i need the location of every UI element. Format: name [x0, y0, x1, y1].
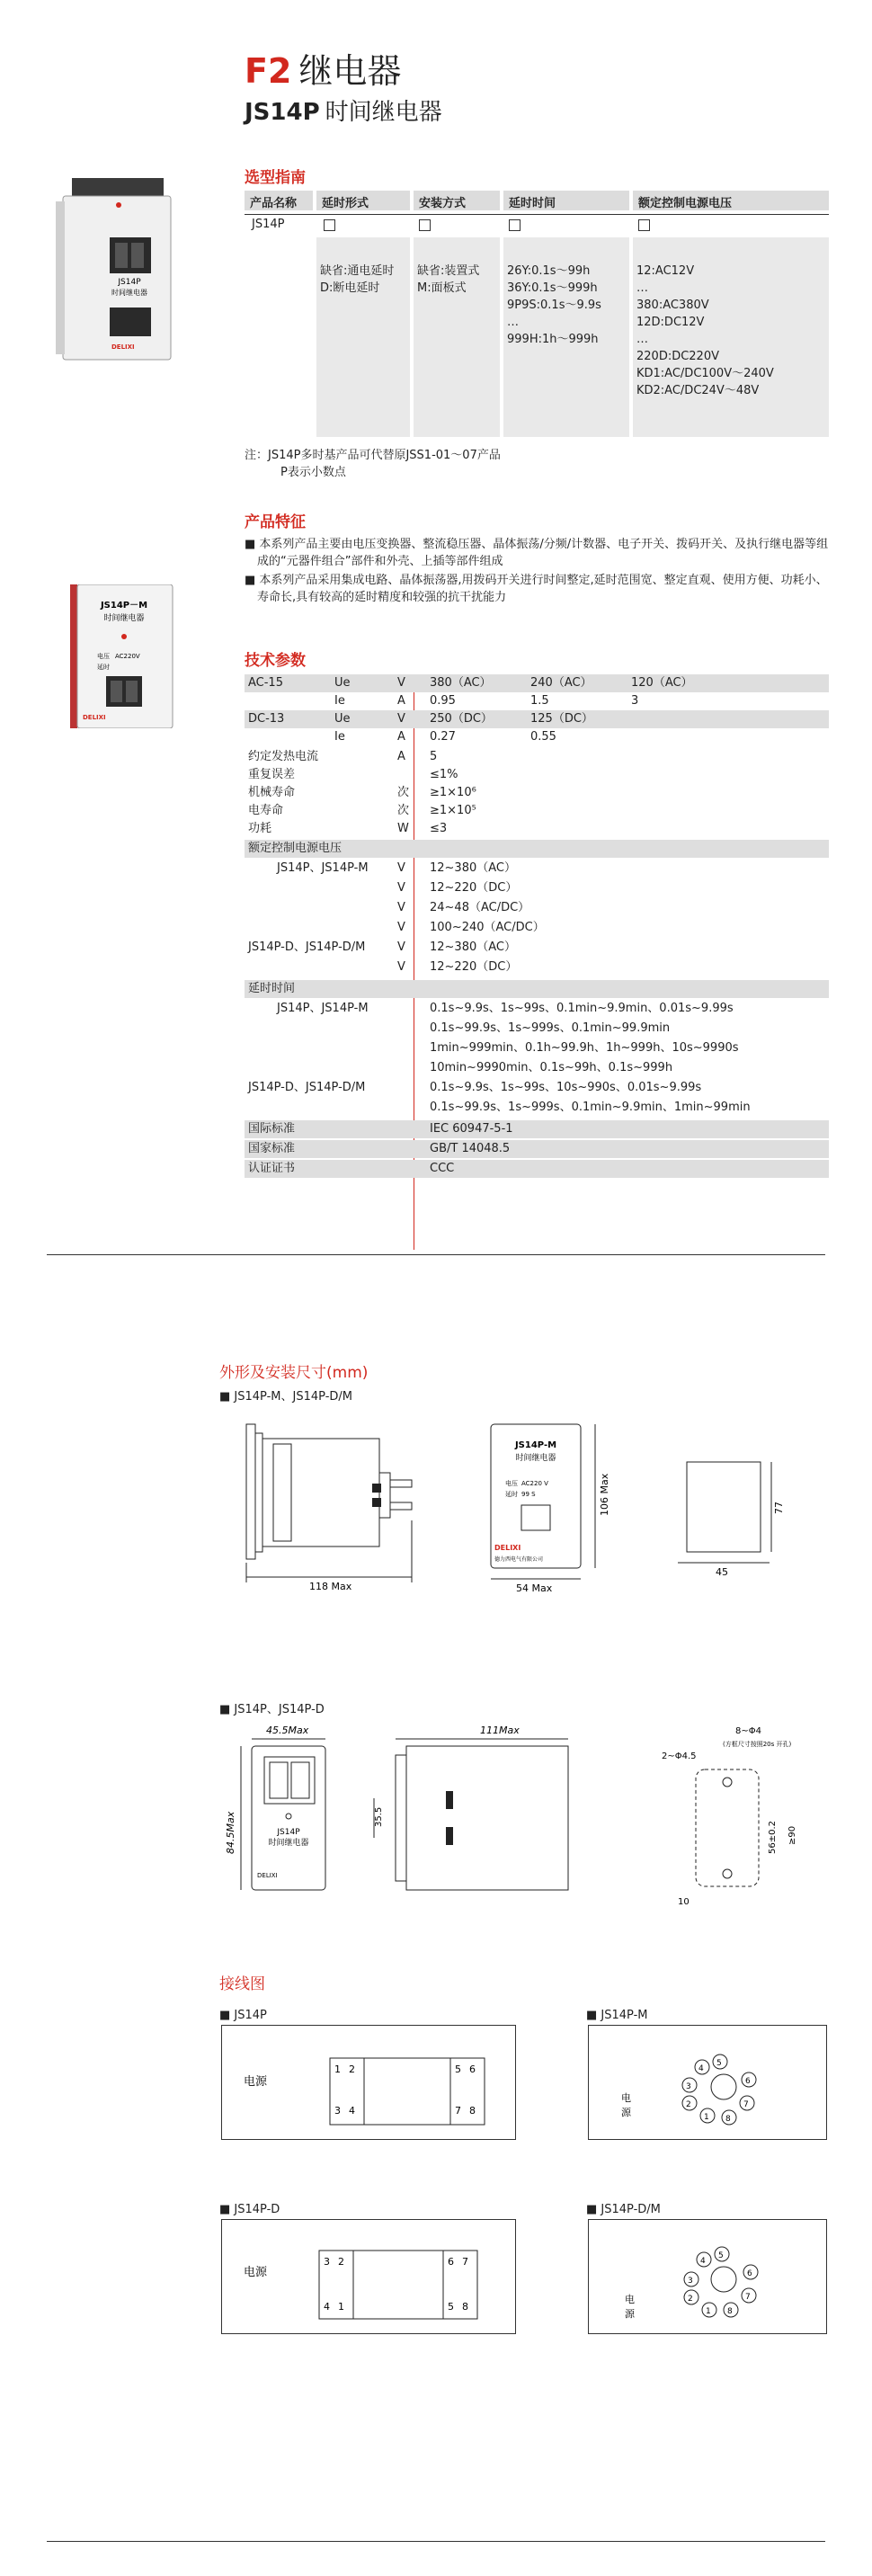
dim-voltage-label: 电压 — [505, 1480, 518, 1487]
spec-row-misc — [245, 820, 829, 838]
spec-category: DC-13 — [248, 712, 285, 726]
delay-form-option: 缺省:通电延时 — [320, 264, 395, 278]
delay-time-cell — [503, 237, 629, 437]
pin-label: 1 — [706, 2307, 711, 2316]
delay-time-option: 999H:1h～999h — [507, 333, 599, 346]
dim2-56-label: 56±0.2 — [768, 1820, 778, 1854]
spec-val: 12~220（DC） — [430, 881, 518, 895]
spec-sym: Ie — [334, 730, 345, 744]
delay-time-option: … — [507, 316, 519, 329]
delay-form-cell — [316, 237, 410, 437]
pin-label: 4 — [700, 2257, 706, 2266]
spec-model: JS14P-D、JS14P-D/M — [248, 1081, 366, 1094]
pin-label: 3 — [688, 2277, 693, 2286]
spec-standard-row — [245, 1160, 829, 1178]
spec-unit: V — [397, 861, 405, 875]
spec-model: JS14P、JS14P-M — [277, 861, 369, 875]
checkbox-mount — [419, 219, 431, 231]
feature-item: ■ 本系列产品主要由电压变换器、整流稳压器、晶体振荡/分频/计数器、电子开关、拨码开关、及执行继电器等组成的“元器件组合”部件和外壳、上插等部件组成 — [245, 538, 829, 568]
photo2-brand-label: DELIXI — [83, 714, 106, 721]
wiring-js14p-d-m-label: JS14P-D/M — [601, 2203, 661, 2216]
spec-val: 250（DC） — [430, 712, 493, 726]
pin-label: 7 — [462, 2256, 468, 2268]
dim2-35-label: 35.5 — [374, 1806, 384, 1827]
spec-unit: V — [397, 901, 405, 914]
dim2-84-label: 84.5Max — [225, 1811, 236, 1854]
spec-model: JS14P-D、JS14P-D/M — [248, 940, 366, 954]
product-photo-js14p-m — [70, 584, 174, 728]
spec-label: 电寿命 — [248, 804, 284, 817]
dim-maker: 德力西电气有限公司 — [494, 1556, 544, 1563]
selection-note: 注：JS14P多时基产品可代替原JSS1-01～07产品 — [245, 449, 501, 462]
spec-unit: V — [397, 676, 405, 690]
pin-label: 1 — [334, 2063, 341, 2075]
pin-label: 5 — [455, 2063, 461, 2075]
spec-val: 120（AC） — [631, 676, 693, 690]
spec-unit: 次 — [397, 804, 410, 817]
spec-unit: 次 — [397, 786, 410, 799]
dim-device-sub: 时间继电器 — [515, 1454, 556, 1463]
pin-label: 2 — [686, 2100, 691, 2109]
checkbox-delay-form — [324, 219, 335, 231]
voltage-cell — [633, 237, 829, 437]
pin-label: 2 — [338, 2256, 344, 2268]
pin-label: 7 — [455, 2105, 461, 2117]
dim-voltage-value: AC220 V — [521, 1480, 548, 1487]
voltage-option: 12D:DC12V — [636, 316, 705, 329]
spec-label: 认证证书 — [248, 1162, 296, 1175]
spec-row-misc — [245, 802, 829, 820]
dimension-drawing-std — [219, 1719, 840, 1926]
dim-device-name: JS14P-M — [514, 1440, 557, 1450]
spec-val: 12~380（AC） — [430, 940, 516, 954]
dim2-10-label: 10 — [678, 1897, 690, 1907]
spec-unit: V — [397, 712, 405, 726]
voltage-option: 220D:DC220V — [636, 350, 719, 363]
power-label: 电源 — [244, 2075, 268, 2089]
spec-sym: Ue — [334, 712, 351, 726]
spec-label: 功耗 — [248, 822, 272, 835]
spec-voltage-row — [245, 899, 829, 917]
spec-delay-row — [245, 1099, 829, 1117]
pin-label: 2 — [688, 2295, 693, 2304]
dim-54-label: 54 Max — [516, 1582, 553, 1594]
spec-val: CCC — [430, 1162, 455, 1175]
spec-val: ≥1×10⁶ — [430, 786, 476, 799]
spec-val: 10min~9990min、0.1s~99h、0.1s~999h — [430, 1061, 673, 1074]
voltage-option: … — [636, 281, 648, 295]
spec-sym: Ue — [334, 676, 351, 690]
dim2-holes-label: 8~Φ4 — [735, 1726, 761, 1736]
spec-val: 0.1s~99.9s、1s~999s、0.1min~9.9min、1min~99min — [430, 1101, 751, 1114]
spec-val: 0.55 — [530, 730, 556, 744]
photo2-voltage-label: 电压 — [97, 653, 110, 660]
spec-unit: A — [397, 750, 405, 763]
checkbox-voltage — [638, 219, 650, 231]
spec-val: 24~48（AC/DC） — [430, 901, 530, 914]
pin-label: 5 — [448, 2301, 454, 2313]
power-label: 电源 — [244, 2266, 268, 2279]
spec-val: 1.5 — [530, 694, 549, 708]
pin-label: 1 — [704, 2113, 709, 2122]
spec-row-ac-ue — [245, 674, 829, 692]
spec-val: 5 — [430, 750, 438, 763]
spec-model: JS14P、JS14P-M — [277, 1002, 369, 1015]
spec-voltage-row — [245, 879, 829, 897]
spec-voltage-row — [245, 919, 829, 937]
pin-label: 8 — [469, 2105, 476, 2117]
photo2-model-label: JS14P－M — [100, 601, 148, 611]
spec-row-ac-ie — [245, 692, 829, 710]
selection-product-name: JS14P — [252, 218, 285, 231]
photo2-name-label: 时间继电器 — [103, 614, 145, 623]
pin-label: 6 — [747, 2269, 752, 2278]
spec-sym: Ie — [334, 694, 345, 708]
spec-val: 0.1s~9.9s、1s~99s、10s~990s、0.01s~9.99s — [430, 1081, 702, 1094]
spec-section-label: 额定控制电源电压 — [248, 842, 343, 855]
dim2-device-sub: 时间继电器 — [268, 1839, 309, 1848]
selection-guide-title: 选型指南 — [245, 169, 306, 187]
spec-delay-header — [245, 980, 829, 998]
feature-item: ■ 本系列产品采用集成电路、晶体振荡器,用拨码开关进行时间整定,延时范围宽、整定直观、使用方便、功耗小、寿命长,具有较高的延时精度和较强的抗干扰能力 — [245, 574, 828, 604]
spec-unit: V — [397, 940, 405, 954]
spec-val: 125（DC） — [530, 712, 593, 726]
dimensions-group2-label: JS14P、JS14P-D — [234, 1703, 325, 1716]
spec-val: ≤3 — [430, 822, 448, 835]
spec-unit: A — [397, 694, 405, 708]
spec-unit: W — [397, 822, 409, 835]
dim-106-label: 106 Max — [599, 1473, 610, 1516]
pin-label: 7 — [743, 2100, 749, 2109]
footer-divider — [47, 2541, 825, 2542]
pin-label: 4 — [324, 2301, 330, 2313]
spec-val: ≥1×10⁵ — [430, 804, 476, 817]
spec-section-label: 延时时间 — [248, 982, 296, 995]
delay-time-option: 26Y:0.1s～99h — [507, 264, 591, 278]
pin-label: 1 — [338, 2301, 344, 2313]
spec-voltage-header — [245, 840, 829, 858]
pin-label: 8 — [725, 2115, 731, 2124]
col-mount-type: 安装方式 — [414, 191, 500, 210]
dim2-device-name: JS14P — [277, 1828, 300, 1837]
section-divider — [47, 1254, 825, 1255]
dim2-90-label: ≥90 — [787, 1825, 797, 1845]
spec-row-misc — [245, 748, 829, 766]
mount-option: 缺省:装置式 — [417, 264, 480, 278]
voltage-option: 12:AC12V — [636, 264, 695, 278]
dim-77-label: 77 — [773, 1502, 785, 1514]
features-title: 产品特征 — [245, 513, 306, 531]
pin-label: 6 — [448, 2256, 454, 2268]
pin-label: 5 — [716, 2059, 722, 2068]
spec-voltage-row — [245, 860, 829, 878]
wiring-diagram-js14p — [221, 2025, 516, 2140]
series-title — [245, 43, 401, 93]
spec-val: 0.1s~9.9s、1s~99s、0.1min~9.9min、0.01s~9.99s — [430, 1002, 734, 1015]
series-code: F2 — [245, 51, 292, 91]
spec-row-misc — [245, 766, 829, 784]
features-list — [245, 536, 829, 606]
power-label: 源 — [625, 2308, 635, 2320]
col-product-name: 产品名称 — [245, 191, 313, 210]
spec-val: 380（AC） — [430, 676, 492, 690]
dim-45-label: 45 — [716, 1566, 728, 1578]
spec-label: 国家标准 — [248, 1142, 296, 1155]
spec-row-dc-ie — [245, 728, 829, 746]
dim2-brand: DELIXI — [257, 1872, 278, 1879]
col-control-voltage: 额定控制电源电压 — [633, 191, 829, 210]
voltage-option: … — [636, 333, 648, 346]
photo2-delay-label: 延时 — [97, 664, 110, 671]
pin-label: 6 — [745, 2077, 751, 2086]
dim2-111-label: 111Max — [480, 1725, 520, 1736]
col-delay-form: 延时形式 — [316, 191, 410, 210]
power-label: 电 — [625, 2294, 635, 2305]
feature-text: 本系列产品主要由电压变换器、整流稳压器、晶体振荡/分频/计数器、电子开关、拨码开关、及执行继电器等组成的“元器件组合”部件和外壳、上插等部件组成 — [257, 538, 829, 568]
spec-val: IEC 60947-5-1 — [430, 1122, 513, 1136]
spec-standard-row — [245, 1140, 829, 1158]
pin-label: 6 — [469, 2063, 476, 2075]
dimension-drawing-m — [219, 1408, 813, 1624]
mount-option: M:面板式 — [417, 281, 467, 295]
spec-label: 国际标准 — [248, 1122, 296, 1136]
dim-delay-value: 99 S — [521, 1491, 536, 1498]
spec-label: 约定发热电流 — [248, 750, 319, 763]
power-label: 源 — [621, 2107, 631, 2118]
spec-delay-row — [245, 1000, 829, 1018]
series-name: 继电器 — [298, 51, 402, 91]
product-title — [245, 94, 442, 127]
spec-val: 0.1s~99.9s、1s~999s、0.1min~99.9min — [430, 1021, 671, 1035]
dimensions-group1-label: JS14P-M、JS14P-D/M — [234, 1390, 352, 1404]
spec-delay-row — [245, 1059, 829, 1077]
checkbox-delay-time — [509, 219, 521, 231]
dim2-hole2-label: 2~Φ4.5 — [662, 1752, 697, 1761]
specs-title: 技术参数 — [245, 652, 306, 670]
spec-row-dc-ue — [245, 710, 829, 728]
pin-label: 3 — [324, 2256, 330, 2268]
wiring-js14p-m-label: JS14P-M — [601, 2009, 648, 2022]
dim-delay-label: 延时 — [505, 1491, 518, 1498]
spec-val: 3 — [631, 694, 639, 708]
spec-voltage-row — [245, 958, 829, 976]
product-model-name: 时间继电器 — [325, 99, 442, 126]
dimensions-title: 外形及安装尺寸(mm) — [219, 1364, 369, 1382]
spec-standard-row — [245, 1120, 829, 1138]
pin-label: 2 — [349, 2063, 355, 2075]
dim-118-label: 118 Max — [309, 1581, 352, 1592]
mount-cell — [414, 237, 500, 437]
delay-form-option: D:断电延时 — [320, 281, 380, 295]
spec-label: 重复误差 — [248, 768, 296, 781]
wiring-diagram-js14p-m — [588, 2025, 827, 2140]
spec-val: 240（AC） — [530, 676, 592, 690]
pin-label: 4 — [349, 2105, 355, 2117]
voltage-option: KD1:AC/DC100V～240V — [636, 367, 774, 380]
spec-delay-row — [245, 1079, 829, 1097]
photo2-voltage-value: AC220V — [115, 653, 140, 660]
pin-label: 3 — [334, 2105, 341, 2117]
spec-val: 12~380（AC） — [430, 861, 516, 875]
spec-category: AC-15 — [248, 676, 283, 690]
pin-label: 8 — [727, 2307, 733, 2316]
delay-time-option: 9P9S:0.1s～9.9s — [507, 299, 601, 312]
pin-label: 5 — [718, 2251, 724, 2260]
spec-delay-row — [245, 1039, 829, 1057]
voltage-option: KD2:AC/DC24V～48V — [636, 384, 760, 397]
voltage-option: 380:AC380V — [636, 299, 709, 312]
spec-label: 机械寿命 — [248, 786, 296, 799]
pin-label: 3 — [686, 2082, 691, 2091]
wiring-title: 接线图 — [219, 1975, 265, 1993]
spec-unit: V — [397, 960, 405, 974]
spec-val: 0.27 — [430, 730, 456, 744]
spec-val: GB/T 14048.5 — [430, 1142, 511, 1155]
wiring-diagram-js14p-d — [221, 2219, 516, 2334]
photo1-model-label: JS14P — [118, 278, 141, 287]
spec-val: 100~240（AC/DC） — [430, 921, 545, 934]
feature-text: 本系列产品采用集成电路、晶体振荡器,用拨码开关进行时间整定,延时范围宽、整定直观、使用方便、功耗小、寿命长,具有较高的延时精度和较强的抗干扰能力 — [257, 574, 828, 604]
spec-unit: V — [397, 921, 405, 934]
wiring-js14p-label: JS14P — [234, 2009, 267, 2022]
col-delay-time: 延时时间 — [503, 191, 629, 210]
spec-val: 12~220（DC） — [430, 960, 518, 974]
wiring-diagram-js14p-d-m — [588, 2219, 827, 2334]
spec-val: 1min~999min、0.1h~99.9h、1h~999h、10s~9990s — [430, 1041, 739, 1055]
pin-label: 4 — [698, 2064, 704, 2073]
pin-label: 8 — [462, 2301, 468, 2313]
wiring-js14p-d-label: JS14P-D — [234, 2203, 280, 2216]
spec-delay-row — [245, 1020, 829, 1038]
product-photo-js14p — [56, 178, 174, 365]
delay-time-option: 36Y:0.1s～999h — [507, 281, 598, 295]
product-model: JS14P — [245, 99, 320, 126]
photo1-name-label: 时间继电器 — [111, 289, 147, 297]
spec-row-misc — [245, 784, 829, 802]
dim2-holes-note: (方框尺寸按照20s 开孔) — [723, 1741, 792, 1748]
photo1-brand-label: DELIXI — [111, 343, 135, 351]
spec-val: ≤1% — [430, 768, 458, 781]
spec-unit: A — [397, 730, 405, 744]
dim2-45-label: 45.5Max — [266, 1725, 309, 1736]
pin-label: 7 — [745, 2293, 751, 2302]
spec-val: 0.95 — [430, 694, 456, 708]
spec-unit: V — [397, 881, 405, 895]
dim-brand: DELIXI — [494, 1544, 521, 1552]
power-label: 电 — [621, 2092, 631, 2104]
selection-note-decimal: P表示小数点 — [280, 466, 346, 479]
spec-voltage-row — [245, 939, 829, 957]
